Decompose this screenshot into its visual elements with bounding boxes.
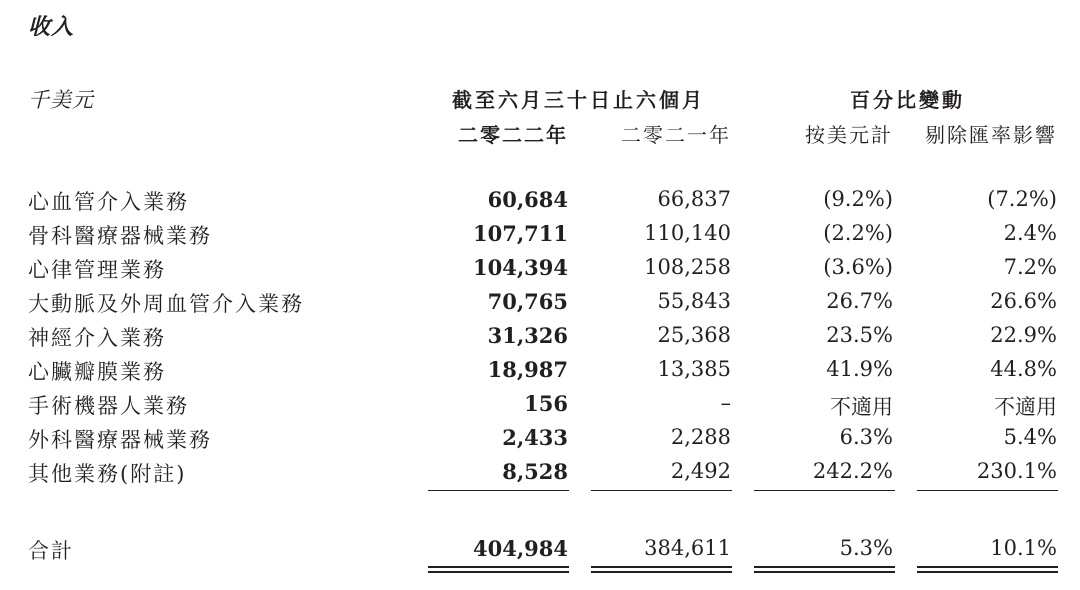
cell-exfx: 7.2% (1003, 255, 1057, 279)
unit-label: 千美元 (28, 88, 94, 112)
cell-2021: 13,385 (657, 357, 731, 381)
table-row (0, 424, 1080, 458)
cell-usd: 242.2% (812, 459, 893, 483)
cell-2021: 25,368 (657, 323, 731, 347)
section-title: 收入 (28, 14, 75, 40)
cell-2021: 66,837 (657, 187, 731, 211)
row-label: 心律管理業務 (28, 258, 166, 282)
cell-usd: 不適用 (830, 395, 893, 419)
cell-exfx: 26.6% (990, 289, 1057, 313)
cell-2021: – (720, 391, 731, 415)
cell-usd: 6.3% (839, 425, 893, 449)
col-header-exfx: 剔除匯率影響 (925, 123, 1057, 147)
cell-2022: 8,528 (502, 459, 568, 484)
subtotal-rule-2021 (591, 490, 732, 491)
cell-usd: 26.7% (826, 289, 893, 313)
table-row (0, 322, 1080, 356)
cell-2022: 70,765 (487, 289, 568, 314)
cell-2022: 18,987 (487, 357, 568, 382)
cell-2021: 2,288 (670, 425, 731, 449)
total-2022: 404,984 (473, 536, 568, 561)
table-row (0, 458, 1080, 492)
table-row (0, 254, 1080, 288)
row-label: 外科醫療器械業務 (28, 428, 212, 452)
table-row (0, 390, 1080, 424)
cell-exfx: 5.4% (1003, 425, 1057, 449)
table-row (0, 220, 1080, 254)
row-label: 心臟瓣膜業務 (28, 360, 166, 384)
row-label: 手術機器人業務 (28, 394, 189, 418)
cell-2022: 107,711 (473, 221, 568, 246)
row-label: 神經介入業務 (28, 326, 166, 350)
cell-usd: 41.9% (826, 357, 893, 381)
table-row (0, 288, 1080, 322)
cell-2022: 60,684 (487, 187, 568, 212)
cell-2022: 31,326 (487, 323, 568, 348)
total-exfx: 10.1% (990, 536, 1057, 560)
row-label: 骨科醫療器械業務 (28, 224, 212, 248)
cell-exfx: 44.8% (990, 357, 1057, 381)
cell-2021: 2,492 (670, 459, 731, 483)
cell-exfx: 230.1% (976, 459, 1057, 483)
cell-2021: 55,843 (657, 289, 731, 313)
row-label: 大動脈及外周血管介入業務 (28, 292, 304, 316)
subtotal-rule-2022 (428, 490, 569, 491)
cell-exfx: 不適用 (994, 395, 1057, 419)
cell-2022: 156 (524, 391, 568, 416)
subtotal-rule-exfx (917, 490, 1058, 491)
period-header: 截至六月三十日止六個月 (452, 88, 705, 112)
total-2021: 384,611 (644, 536, 731, 560)
cell-usd: (3.6%) (823, 255, 893, 279)
cell-2022: 104,394 (473, 255, 568, 280)
col-header-2021: 二零二一年 (621, 123, 731, 147)
subtotal-rule-usd (754, 490, 895, 491)
total-double-rule-exfx (917, 566, 1058, 573)
table-row (0, 356, 1080, 390)
total-double-rule-usd (754, 566, 895, 573)
total-double-rule-2022 (428, 566, 569, 573)
table-row (0, 186, 1080, 220)
total-row (0, 535, 1080, 569)
cell-2021: 108,258 (644, 255, 731, 279)
row-label: 心血管介入業務 (28, 190, 189, 214)
row-label: 其他業務(附註) (28, 462, 187, 486)
total-label: 合計 (28, 539, 74, 563)
cell-usd: (2.2%) (823, 221, 893, 245)
col-header-usd: 按美元計 (805, 123, 893, 147)
cell-exfx: 22.9% (990, 323, 1057, 347)
cell-usd: 23.5% (826, 323, 893, 347)
cell-usd: (9.2%) (823, 187, 893, 211)
col-header-2022: 二零二二年 (458, 123, 568, 147)
cell-2021: 110,140 (644, 221, 731, 245)
cell-exfx: (7.2%) (987, 187, 1057, 211)
total-double-rule-2021 (591, 566, 732, 573)
total-usd: 5.3% (839, 536, 893, 560)
cell-exfx: 2.4% (1003, 221, 1057, 245)
pct-change-header: 百分比變動 (850, 88, 965, 112)
cell-2022: 2,433 (502, 425, 568, 450)
